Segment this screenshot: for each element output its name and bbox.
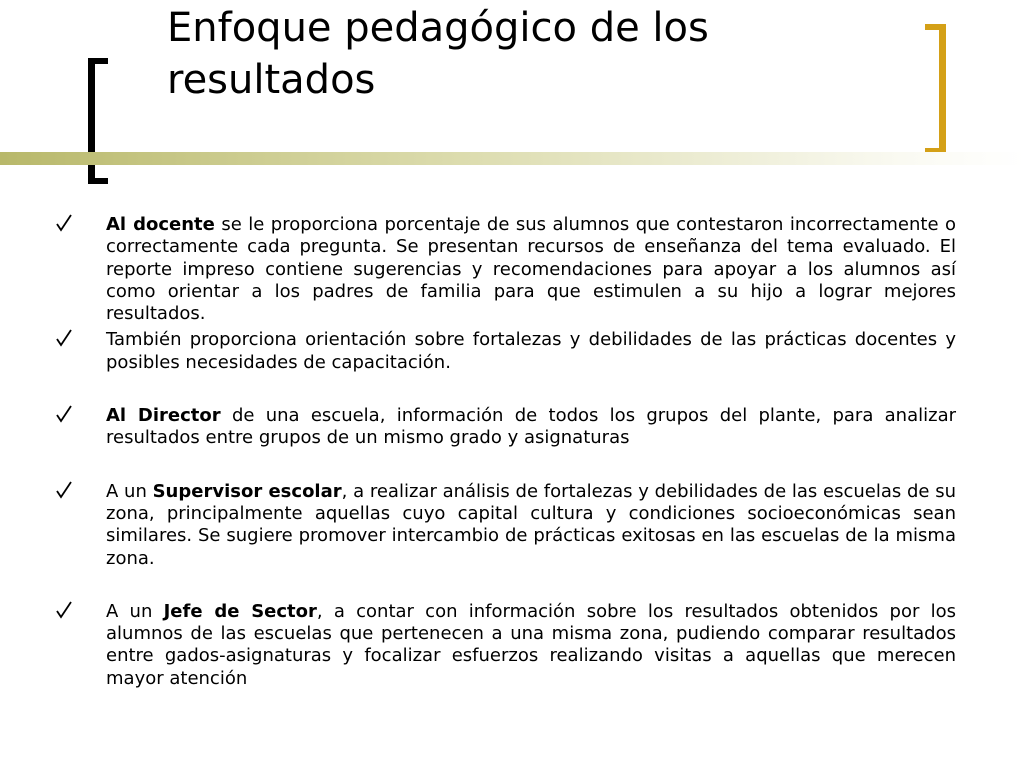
bullet-item-director	[56, 405, 956, 450]
checkmark-icon	[56, 481, 72, 499]
slide-title: Enfoque pedagógico de los resultados	[167, 5, 709, 103]
bullet-text: se le proporciona porcentaje de sus alumnos que contestaron incorrectamente o correctamente cada pregunta. Se presentan recursos de enseñanza del tema evaluado. El reporte impreso contiene sugerencias y recomendaciones para apoyar a los alumnos así como orientar a los padres de familia para que estimulen a su hijo a lograr mejores resultados.	[106, 214, 957, 325]
bullet-list	[56, 214, 956, 690]
bullet-strong: Al Director	[106, 405, 221, 427]
bullet-item-jefe-sector	[56, 601, 956, 690]
checkmark-icon	[56, 329, 72, 347]
bullet-item-docente	[56, 214, 956, 325]
bullet-strong: Supervisor escolar	[152, 480, 342, 502]
gradient-divider	[0, 152, 1024, 165]
checkmark-icon	[56, 405, 72, 423]
left-bracket-decoration	[88, 58, 108, 184]
bullet-text: También proporciona orientación sobre fortalezas y debilidades de las prácticas docentes y posibles necesidades de capacitación.	[106, 329, 956, 373]
right-bracket-decoration	[925, 24, 946, 154]
bullet-text: de una escuela, información de todos los grupos del plante, para analizar resultados entre grupos de un mismo grado y asignaturas	[106, 405, 956, 449]
bullet-text: , a contar con información sobre los resultados obtenidos por los alumnos de las escuelas que pertenecen a una misma zona, pudiendo comparar resultados entre gados-asignaturas y focalizar esfuerzos realizando visitas a aquellas que merecen mayor atención	[106, 600, 956, 689]
bullet-lead: A un	[106, 480, 153, 502]
bullet-strong: Al docente	[106, 214, 215, 235]
bullet-item-supervisor	[56, 481, 956, 570]
bullet-text: , a realizar análisis de fortalezas y debilidades de las escuelas de su zona, principalmente aquellas cuyo capital cultura y condiciones socioeconómicas sean similares. Se sugiere promover intercambio de prácticas exitosas en las escuelas de la misma zona.	[106, 480, 957, 569]
bullet-lead: A un	[106, 600, 164, 622]
checkmark-icon	[56, 601, 72, 619]
checkmark-icon	[56, 214, 72, 232]
bullet-item-orientacion	[56, 329, 956, 374]
bullet-strong: Jefe de Sector	[163, 600, 317, 622]
